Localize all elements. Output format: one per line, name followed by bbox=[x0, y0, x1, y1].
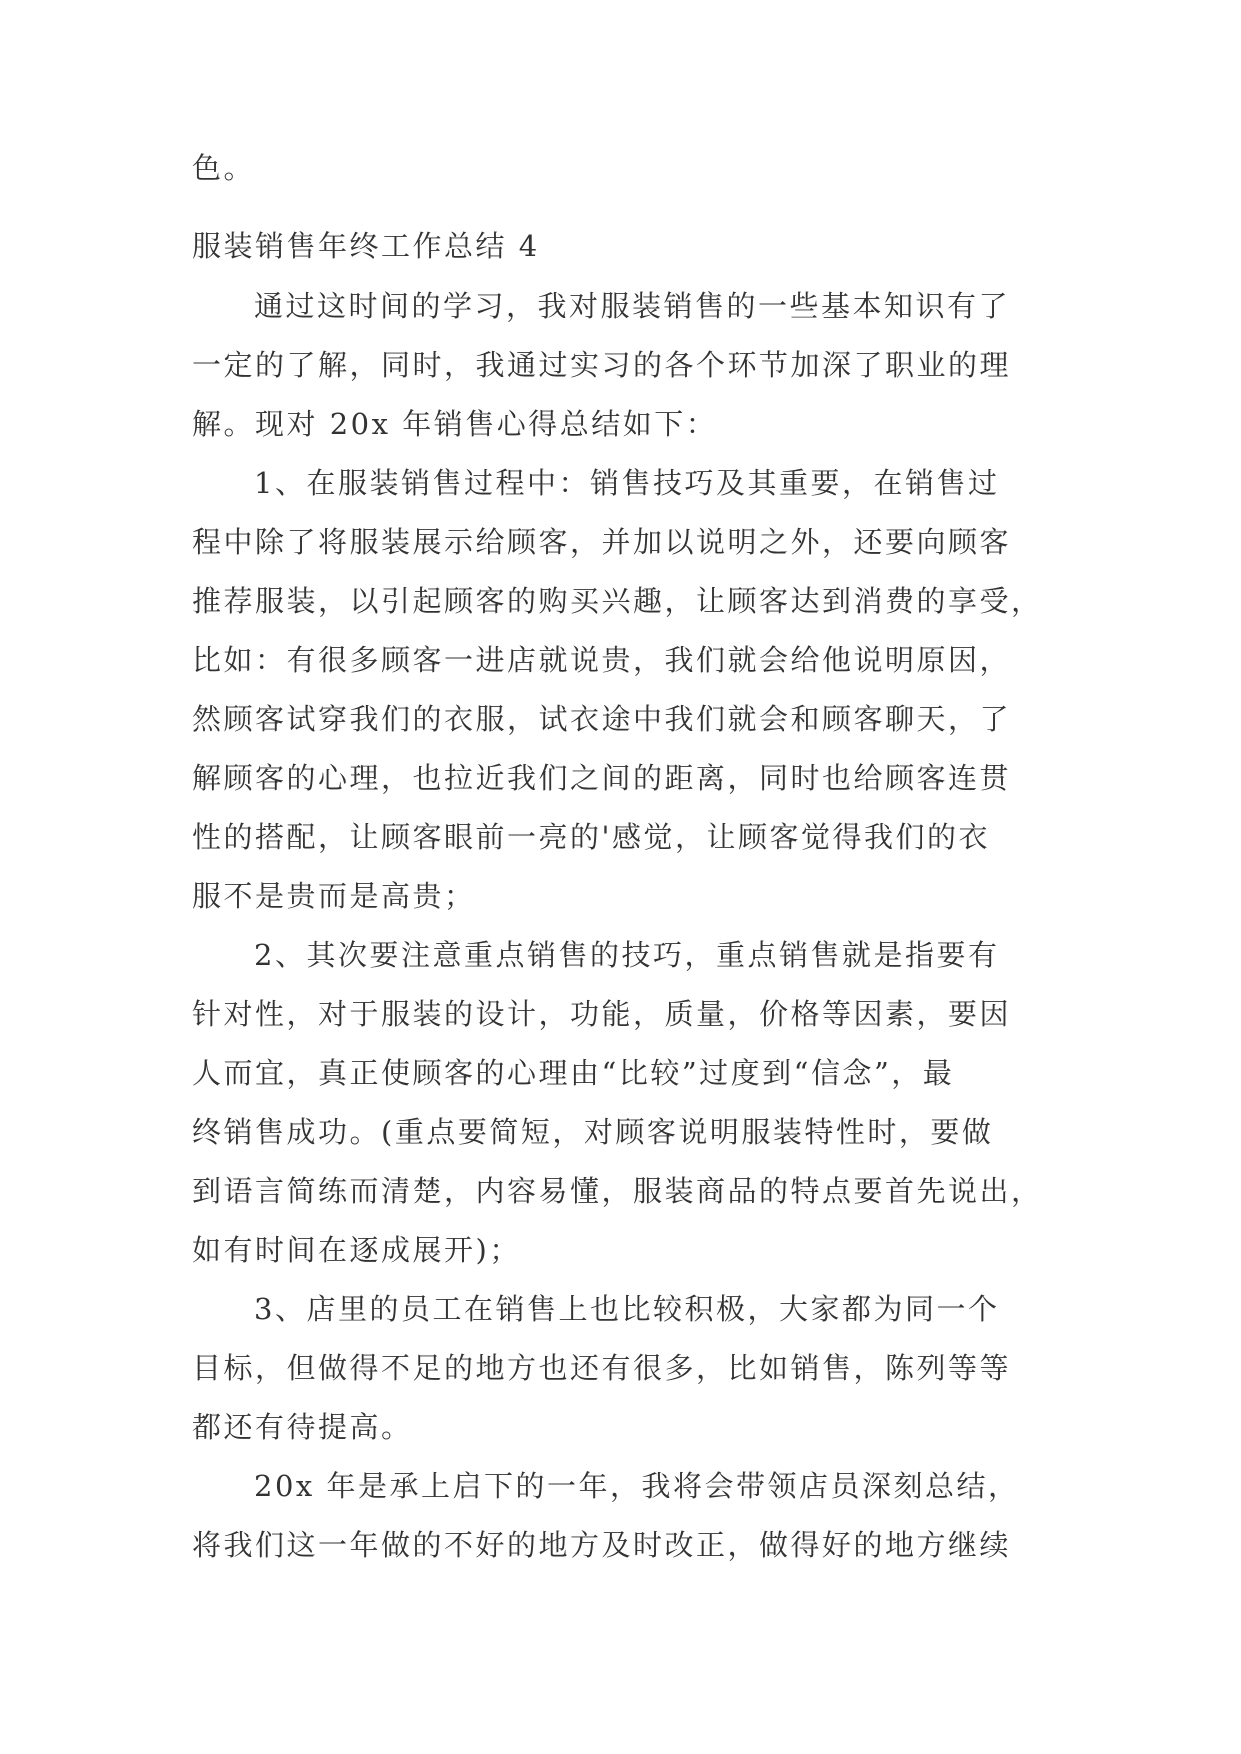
text-line-continuation: 色。 bbox=[192, 151, 256, 185]
paragraph-line: 如有时间在逐成展开)； bbox=[192, 1233, 521, 1267]
paragraph-line: 推荐服装，以引起顾客的购买兴趣，让顾客达到消费的享受， bbox=[192, 584, 1043, 618]
paragraph-line: 目标，但做得不足的地方也还有很多，比如销售，陈列等等 bbox=[192, 1351, 1012, 1385]
paragraph-line: 到语言简练而清楚，内容易懂，服装商品的特点要首先说出， bbox=[192, 1174, 1043, 1208]
paragraph-line: 人而宜，真正使顾客的心理由“比较”过度到“信念”，最 bbox=[192, 1056, 955, 1090]
paragraph-line: 20x 年是承上启下的一年，我将会带领店员深刻总结， bbox=[254, 1469, 1020, 1503]
paragraph-line: 一定的了解，同时，我通过实习的各个环节加深了职业的理 bbox=[192, 348, 1012, 382]
paragraph-line: 针对性，对于服装的设计，功能，质量，价格等因素，要因 bbox=[192, 997, 1012, 1031]
paragraph-line: 3、店里的员工在销售上也比较积极，大家都为同一个 bbox=[254, 1292, 1000, 1326]
paragraph-line: 程中除了将服装展示给顾客，并加以说明之外，还要向顾客 bbox=[192, 525, 1012, 559]
paragraph-line: 2、其次要注意重点销售的技巧，重点销售就是指要有 bbox=[254, 938, 1000, 972]
paragraph-line: 都还有待提高。 bbox=[192, 1410, 413, 1444]
paragraph-line: 通过这时间的学习，我对服装销售的一些基本知识有了 bbox=[254, 289, 1011, 323]
paragraph-line: 解。现对 20x 年销售心得总结如下： bbox=[192, 407, 718, 441]
paragraph-line: 1、在服装销售过程中：销售技巧及其重要，在销售过 bbox=[254, 466, 1000, 500]
section-heading: 服装销售年终工作总结 4 bbox=[192, 229, 540, 263]
paragraph-line: 服不是贵而是高贵； bbox=[192, 879, 476, 913]
paragraph-line: 比如：有很多顾客一进店就说贵，我们就会给他说明原因， bbox=[192, 643, 1012, 677]
paragraph-line: 将我们这一年做的不好的地方及时改正，做得好的地方继续 bbox=[192, 1528, 1012, 1562]
paragraph-line: 解顾客的心理，也拉近我们之间的距离，同时也给顾客连贯 bbox=[192, 761, 1012, 795]
paragraph-line: 性的搭配，让顾客眼前一亮的'感觉，让顾客觉得我们的衣 bbox=[192, 820, 990, 854]
paragraph-line: 终销售成功。(重点要简短，对顾客说明服装特性时，要做 bbox=[192, 1115, 994, 1149]
paragraph-line: 然顾客试穿我们的衣服，试衣途中我们就会和顾客聊天，了 bbox=[192, 702, 1012, 736]
